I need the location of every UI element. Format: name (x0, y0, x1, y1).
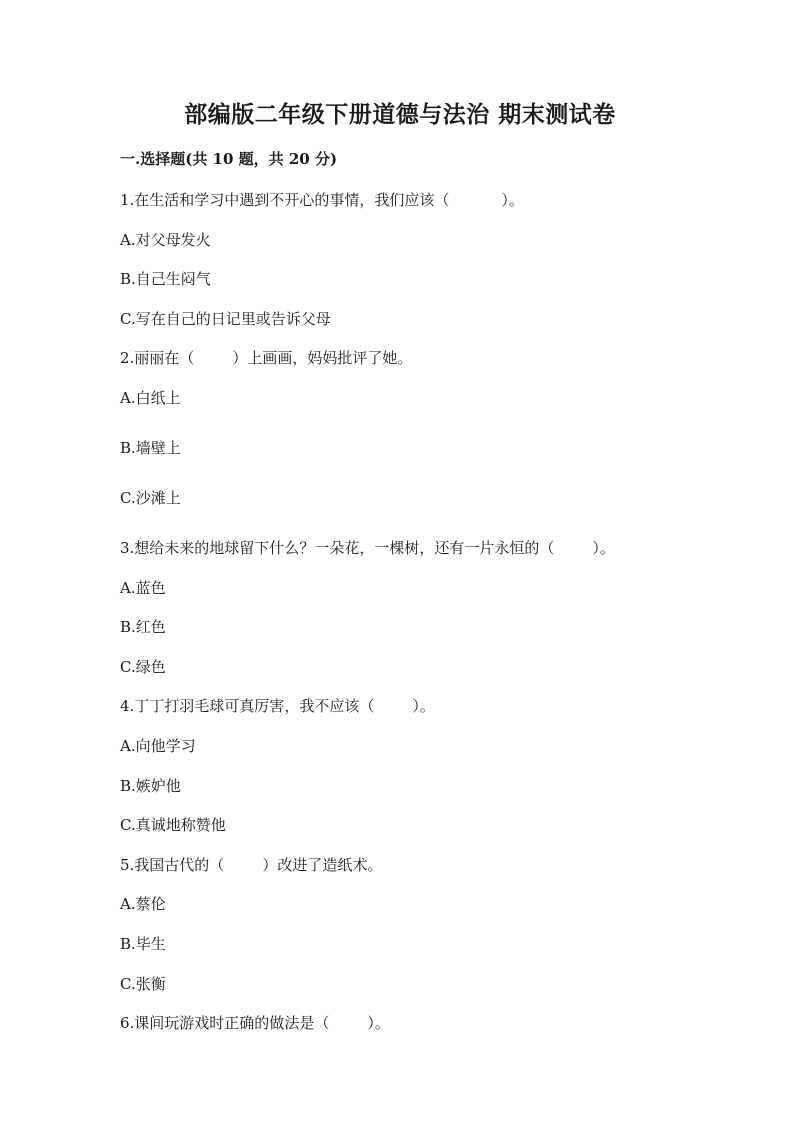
question-stem-end: ）。 (501, 191, 524, 209)
option-item: A.向他学习 (120, 737, 196, 755)
question-stem: 1.在生活和学习中遇到不开心的事情，我们应该（ (120, 191, 450, 209)
question-2 (120, 347, 412, 368)
question-stem: 6.课间玩游戏时正确的做法是（ (120, 1014, 330, 1032)
option-item: A.白纸上 (120, 389, 181, 407)
question-stem-end: ）上画画，妈妈批评了她。 (232, 349, 413, 367)
question-stem-end: ）改进了造纸术。 (262, 856, 383, 874)
question-stem: 2.丽丽在（ (120, 349, 195, 367)
section-heading: 一.选择题(共 10 题，共 20 分) (120, 150, 338, 168)
option-item: C.写在自己的日记里或告诉父母 (120, 310, 331, 328)
question-stem-end: ）。 (412, 697, 435, 715)
question-3 (120, 537, 615, 558)
option-item: B.毕生 (120, 935, 166, 953)
option-item: C.真诚地称赞他 (120, 816, 226, 834)
option-item: A.蓝色 (120, 579, 166, 597)
question-6 (120, 1012, 390, 1033)
option-item: C.绿色 (120, 658, 166, 676)
question-stem: 4.丁丁打羽毛球可真厉害，我不应该（ (120, 697, 375, 715)
question-5 (120, 854, 382, 875)
page-title: 部编版二年级下册道德与法治 期末测试卷 (184, 101, 616, 128)
question-stem: 3.想给未来的地球留下什么？一朵花，一棵树，还有一片永恒的（ (120, 539, 555, 557)
option-item: B.自己生闷气 (120, 270, 211, 288)
option-item: B.墙壁上 (120, 439, 181, 457)
question-stem-end: ）。 (367, 1014, 390, 1032)
option-item: B.嫉妒他 (120, 777, 181, 795)
question-stem-end: ）。 (592, 539, 615, 557)
option-item: A.蔡伦 (120, 895, 166, 913)
option-item: B.红色 (120, 618, 166, 636)
option-item: C.张衡 (120, 975, 166, 993)
option-item: C.沙滩上 (120, 489, 181, 507)
question-4 (120, 695, 435, 716)
option-item: A.对父母发火 (120, 231, 211, 249)
question-1 (120, 189, 524, 210)
question-stem: 5.我国古代的（ (120, 856, 225, 874)
